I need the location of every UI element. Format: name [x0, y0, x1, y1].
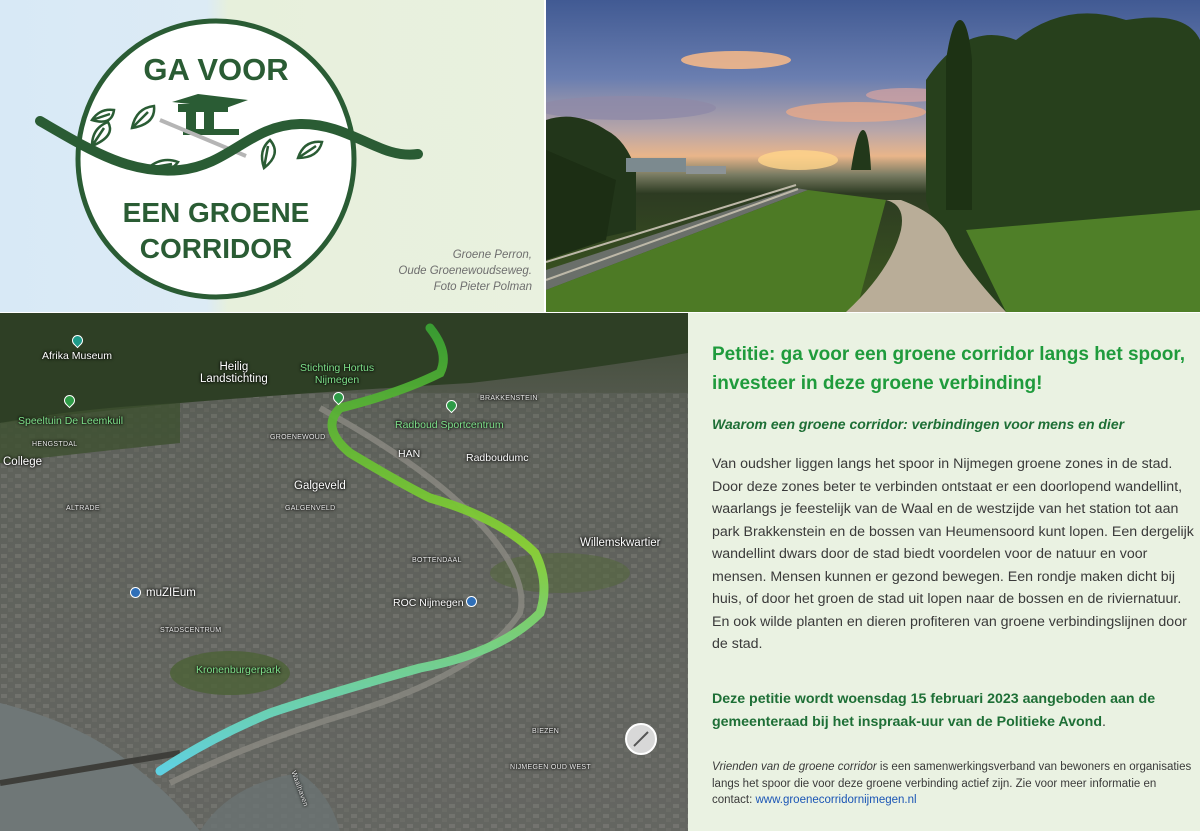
map-label-han: HAN — [398, 448, 421, 460]
caption-line-1: Groene Perron, — [452, 249, 532, 261]
caption-line-2: Oude Groenewoudseweg. — [398, 265, 532, 277]
map-label-biezen: BIEZEN — [532, 728, 560, 735]
petition-body: Van oudsher liggen langs het spoor in Nijmegen groene zones in de stad. Door deze zones beter te verbinden ontstaat er een doorlopend wandellint, waarlangs je feestelijk van de Waal en de westzijde van het station tot aan park Brakkenstein en de bossen van Heumensoord kunt lopen. Een dergelijk wandellint dwars door de stad biedt voordelen voor de natuur en voor mensen. Mensen kunnen er gezond bewegen. Een rondje maken dicht bij huis, of door het groen de stad uit lopen naar de bossen en de riviernatuur. En ook wilde planten en dieren profiteren van groene verbindingslijnen door de stad. — [712, 456, 1194, 652]
photo-caption — [398, 247, 532, 295]
map-label-waalhaven: Waalhaven — [289, 770, 309, 808]
map-label-brakkenstein: BRAKKENSTEIN — [480, 395, 538, 402]
map-label-speeltuin: Speeltuin De Leemkuil — [18, 415, 124, 427]
map-label-muzieum: muZIEum — [146, 587, 196, 599]
map-label-college: College — [3, 456, 42, 468]
footer-text: is een samenwerkingsverband van bewoners en organisaties langs het spoor die voor deze groene verbinding actief zijn. Zie voor meer informatie en contact: — [712, 761, 1192, 806]
petition-subheading: Waarom een groene corridor: verbindingen voor mens en dier — [712, 416, 1125, 432]
logo-line-3: CORRIDOR — [139, 233, 293, 264]
petition-text-panel — [688, 313, 1200, 831]
photo-illustration — [546, 0, 1200, 312]
map-label-bottendaal: BOTTENDAAL — [412, 557, 462, 564]
map-label-kronenburgerpark: Kronenburgerpark — [196, 664, 281, 676]
map-label-hengstdal: HENGSTDAL — [32, 441, 78, 448]
footer-organization: Vrienden van de groene corridor — [712, 761, 877, 773]
map-label-groenewoud: GROENEWOUD — [270, 434, 326, 441]
caption-line-3: Foto Pieter Polman — [433, 281, 532, 293]
map-label-nijmegen-oud-west: NIJMEGEN OUD WEST — [510, 764, 591, 771]
footer-note — [712, 759, 1194, 809]
map-label-galgenveld: GALGENVELD — [285, 505, 336, 512]
map-label-radboud-sportcentrum: Radboud Sportcentrum — [395, 419, 504, 431]
aerial-map — [0, 313, 688, 831]
website-link[interactable]: www.groenecorridornijmegen.nl — [755, 794, 917, 806]
muzieum-pin-icon — [130, 587, 141, 598]
roc-pin-icon — [466, 596, 477, 607]
map-label-heilig-landstichting: Heilig Landstichting — [200, 361, 268, 385]
map-label-radboudumc: Radboudumc — [466, 452, 529, 464]
map-label-stadscentrum: STADSCENTRUM — [160, 627, 222, 634]
logo-panel — [0, 0, 544, 312]
announcement-end: . — [1102, 713, 1106, 730]
map-label-stichting-hortus: Stichting Hortus Nijmegen — [300, 362, 375, 386]
map-label-galgeveld: Galgeveld — [294, 480, 346, 492]
petition-announcement — [712, 688, 1194, 733]
logo-line-1: GA VOOR — [143, 52, 289, 87]
map-label-roc-nijmegen: ROC Nijmegen — [393, 597, 464, 609]
map-label-altrade: ALTRADE — [66, 505, 100, 512]
petition-headline: Petitie: ga voor een groene corridor langs het spoor, investeer in deze groene verbinding! — [712, 344, 1185, 394]
logo-line-2: EEN GROENE — [122, 197, 310, 228]
announcement-strong: Deze petitie wordt woensdag 15 februari 2023 aangeboden aan de gemeenteraad bij het inspraak-uur van de Politieke Avond — [712, 691, 1156, 730]
map-label-willemskwartier: Willemskwartier — [580, 537, 661, 549]
railway-path-photo — [546, 0, 1200, 312]
map-label-afrika-museum: Afrika Museum — [42, 350, 113, 362]
map-illustration — [0, 313, 688, 831]
